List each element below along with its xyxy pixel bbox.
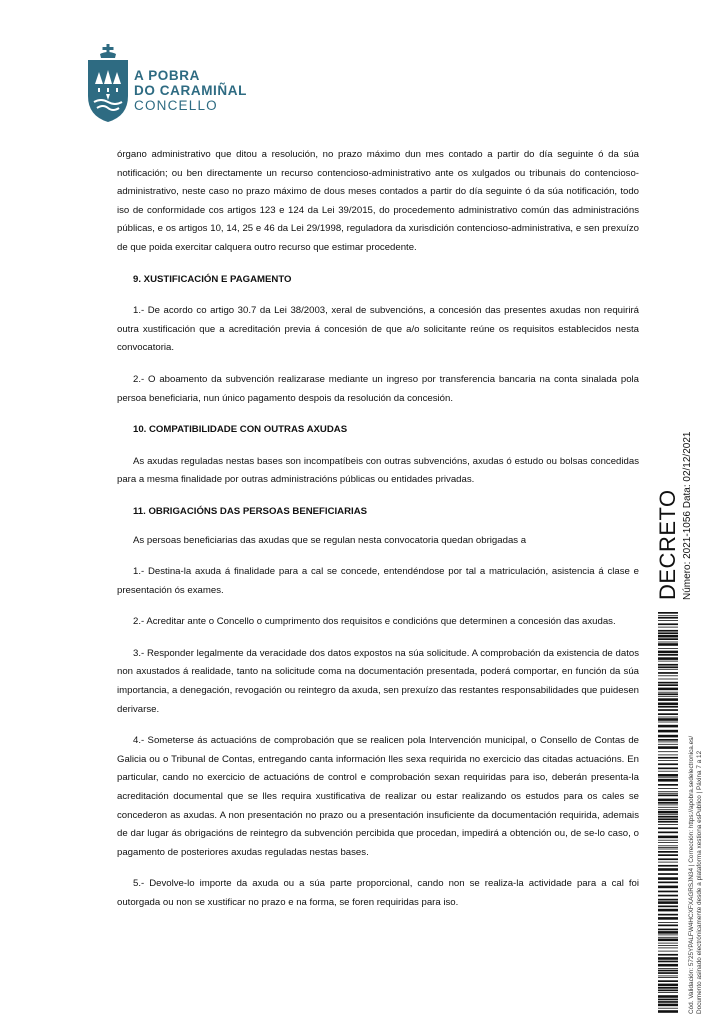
logo-line-1: A POBRA xyxy=(134,68,200,83)
section-9-paragraph-1: 1.- De acordo co artigo 30.7 da Lei 38/2003, xeral de subvencións, a concesión das presentes axudas non requirirá outra xustificación que a acreditación previa á concesión de que a/o solicitante reúne os requisitos establecidos nesta convocatoria. xyxy=(117,305,639,354)
decree-title: DECRETO xyxy=(655,489,680,600)
section-9-heading: 9. XUSTIFICACIÓN E PAGAMENTO xyxy=(133,273,292,285)
section-11-intro: As persoas beneficiarias das axudas que se regulan nesta convocatoria quedan obrigadas a xyxy=(133,534,527,546)
section-11-paragraph-1: 1.- Destina-la axuda á finalidade para a cal se concede, entendéndose por tal a matriculación, asistencia á clase e presentación ós exames. xyxy=(117,566,639,596)
section-11-paragraph-2: 2.- Acreditar ante o Concello o cumprimento dos requisitos e condicións que determinen a concesión das axudas. xyxy=(133,616,616,628)
intro-paragraph: órgano administrativo que ditou a resolución, no prazo máximo dun mes contado a partir do día seguinte ó da súa notificación; ou ben directamente un recurso contencioso-administrativo ante os xulgados ou tribunais do contencioso-administrativo, neste caso no prazo máximo de dous meses contados a partir do día seguinte ó da súa notificación, todo iso de conformidade cos artigos 123 e 124 da Lei 39/2015, do procedemento administrativo común das administracións públicas, e os artigos 10, 14, 25 e 46 da Lei 29/1998, reguladora da xurisdición contencioso-administrativa, e sen prexuízo de que poida exercitar calquera outro recurso que estimar procedente. xyxy=(117,149,639,253)
document-body xyxy=(117,146,639,913)
decree-number-date: Número: 2021-1056 Data: 02/12/2021 xyxy=(682,431,693,600)
decree-stamp xyxy=(650,400,720,600)
signature-platform-line: Documento asinado electrónicamente desde a plataforma xestiona esPublico | Páxina 7 a 12 xyxy=(696,750,703,1014)
section-11-paragraph-3: 3.- Responder legalmente da veracidade dos datos expostos na súa solicitude. A comprobación da existencia de datos non axustados á realidade, tanto na solicitude coma na documentación presentada, poderá comportar, en función da súa importancia, a denegación, revogación ou reintegro da axuda, sen prexuízo das restantes responsabilidades que puidesen derivarse. xyxy=(117,647,639,715)
section-11-heading: 11. OBRIGACIÓNS DAS PERSOAS BENEFICIARIAS xyxy=(133,505,368,517)
logo-line-2: DO CARAMIÑAL xyxy=(134,83,247,98)
coat-of-arms-icon xyxy=(86,44,130,122)
section-9-paragraph-2: 2.- O aboamento da subvención realizarase mediante un ingreso por transferencia bancaria na conta sinalada pola persoa beneficiaria, nun único pagamento despois da resolución da concesión. xyxy=(117,373,639,404)
validation-text xyxy=(688,614,718,1014)
validation-barcode xyxy=(658,612,678,1014)
validation-code-line: Cód. Validación: 5725YPALFW4HCXFXAGRSJN34 | Corrección: https://apobra.sedelectronica.es/ xyxy=(688,735,695,1014)
section-10-paragraph-1: As axudas reguladas nestas bases son incompatíbeis con outras subvencións, axudas ó estudo ou bolsas concedidas para a mesma finalidade por outras administracións públicas ou entidades privadas. xyxy=(117,455,639,486)
logo-line-3: CONCELLO xyxy=(134,98,218,113)
section-10-heading: 10. COMPATIBILIDADE CON OUTRAS AXUDAS xyxy=(133,424,348,436)
concello-logo xyxy=(86,44,246,124)
section-11-paragraph-4: 4.- Someterse ás actuacións de comprobación que se realicen pola Intervención municipal, o Consello de Contas de Galicia ou o Tribunal de Contas, entregando canta información lles sexa requirida no exercicio das citadas actuacións. En particular, cando no exercicio de actuacións de control e comprobación sexan requiridas para iso, deberán presenta-la acreditación documental que se lles requira xustificativa de realizar ou estar realizando os estudos para os cales se concederon as axudas. A non presentación no prazo ou a presentación insuficiente da documentación requirida, ademais de dar lugar ás obrigacións de reintegro da subvención percibida que procedan, impedirá a obtención ou, de se-lo caso, o pagamento de posteriores axudas reguladas nestas bases. xyxy=(117,735,639,858)
section-11-paragraph-5: 5.- Devolve-lo importe da axuda ou a súa parte proporcional, cando non se realiza-la actividade para a cal foi outorgada ou non se xustificar no prazo e na forma, se foren requiridas para iso. xyxy=(117,878,639,908)
